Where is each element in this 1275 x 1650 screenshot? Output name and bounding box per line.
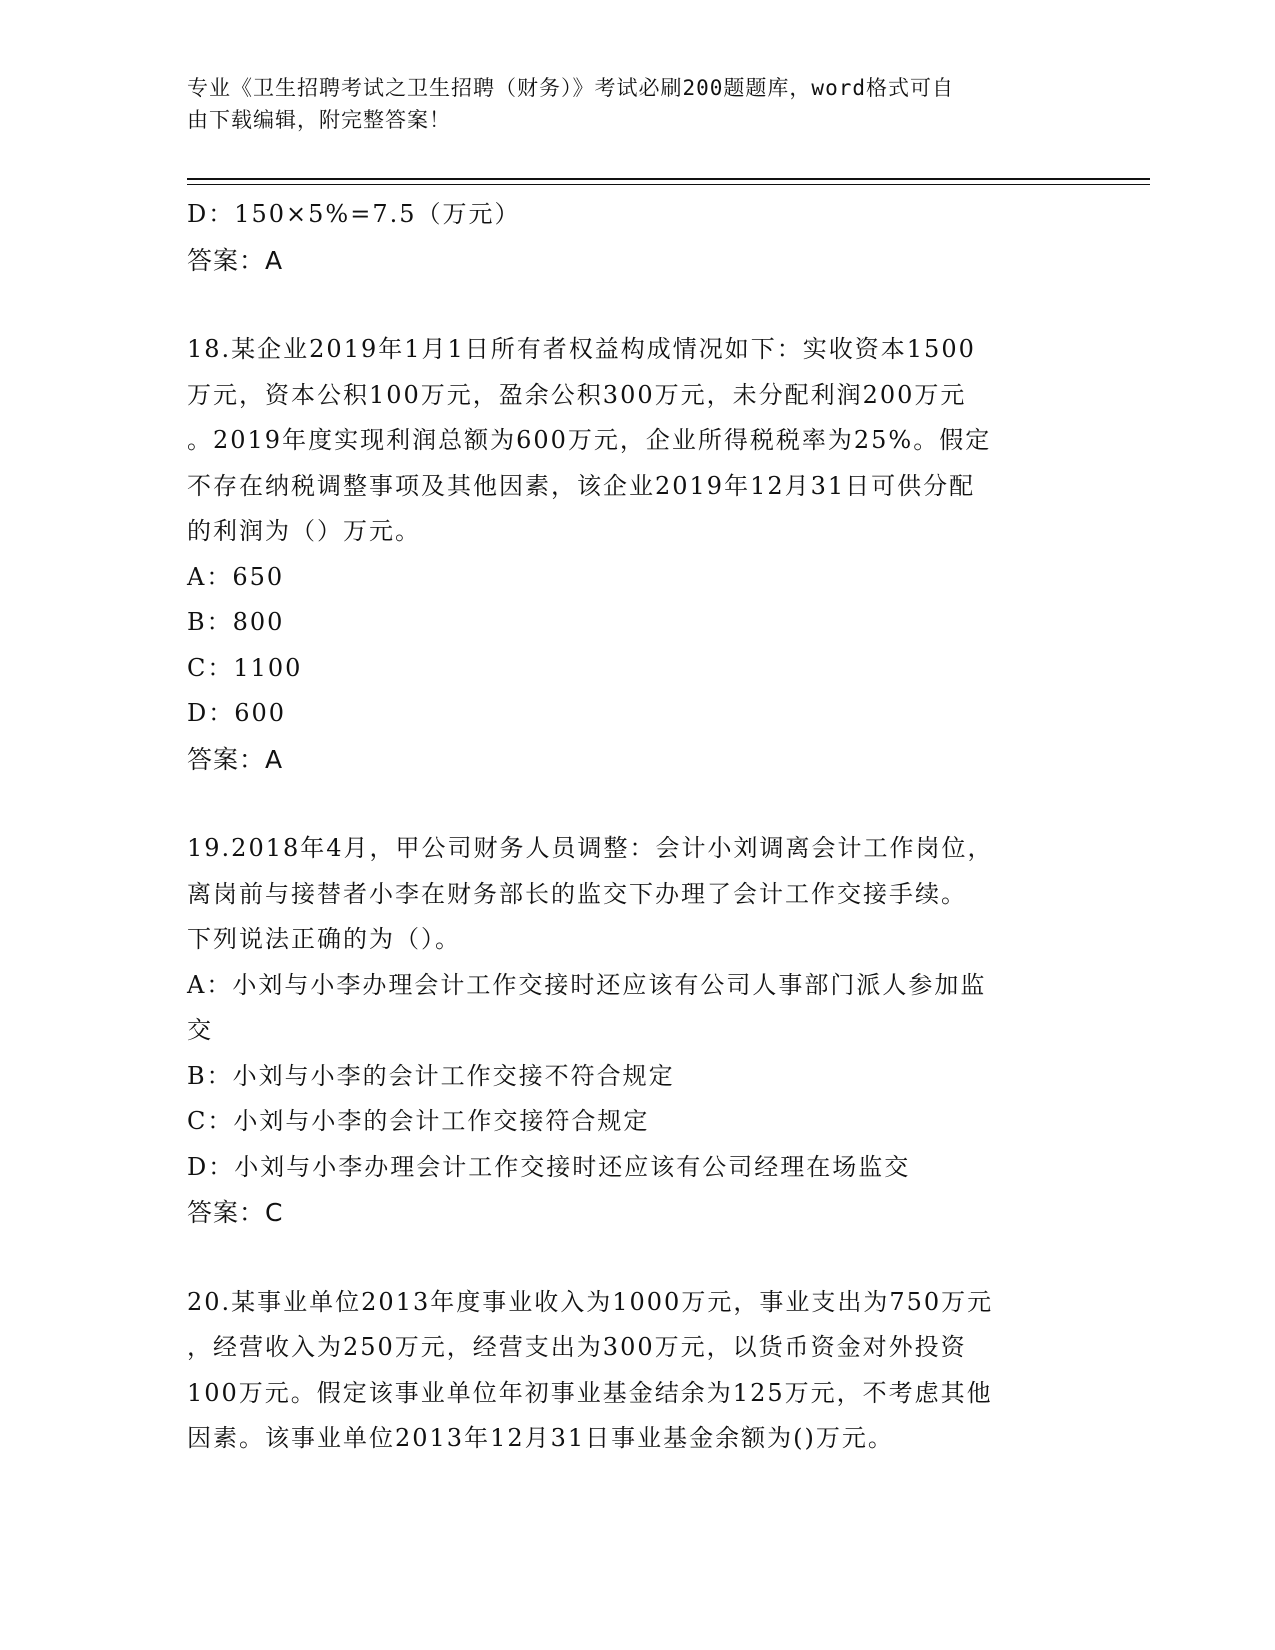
question-stem-line: 下列说法正确的为（）。 [187,925,461,953]
answer: 答案：C [187,1198,284,1227]
option-a-continued: 交 [187,1016,213,1044]
question-stem-line: 19.2018年4月，甲公司财务人员调整：会计小刘调离会计工作岗位， [187,834,994,862]
prev-question-answer: 答案：A [187,245,284,275]
option-c: C：小刘与小李的会计工作交接符合规定 [187,1107,650,1135]
question-20 [187,1280,1087,1462]
question-stem-line: 。2019年度实现利润总额为600万元，企业所得税税率为25%。假定 [187,426,992,454]
question-stem-line: 万元，资本公积100万元，盈余公积300万元，未分配利润200万元 [187,380,967,409]
option-c: C：1100 [187,653,303,682]
question-stem-line: 100万元。假定该事业单位年初事业基金结余为125万元，不考虑其他 [187,1378,993,1407]
question-stem-line: 因素。该事业单位2013年12月31日事业基金余额为()万元。 [187,1424,894,1452]
spacer [187,283,1087,327]
option-b: B：小刘与小李的会计工作交接不符合规定 [187,1061,675,1090]
prev-question-option-d: D：150×5%=7.5（万元） [187,200,521,228]
answer: 答案：A [187,744,284,774]
page-header [187,72,1067,136]
question-stem-line: ，经营收入为250万元，经营支出为300万元，以货币资金对外投资 [187,1333,967,1361]
question-18 [187,327,1087,782]
question-stem-line: 18.某企业2019年1月1日所有者权益构成情况如下：实收资本1500 [187,335,976,363]
question-stem-line: 20.某事业单位2013年度事业收入为1000万元，事业支出为750万元 [187,1287,994,1316]
header-divider [187,178,1150,185]
document-body [187,192,1087,1462]
option-a: A：小刘与小李办理会计工作交接时还应该有公司人事部门派人参加监 [187,970,987,999]
question-19 [187,826,1087,1236]
question-stem-line: 不存在纳税调整事项及其他因素，该企业2019年12月31日可供分配 [187,471,976,500]
spacer [187,782,1087,826]
option-d: D：小刘与小李办理会计工作交接时还应该有公司经理在场监交 [187,1152,911,1181]
question-stem-line: 的利润为（）万元。 [187,517,421,545]
spacer [187,1236,1087,1280]
option-b: B：800 [187,608,285,636]
option-d: D：600 [187,699,287,727]
question-stem-line: 离岗前与接替者小李在财务部长的监交下办理了会计工作交接手续。 [187,879,967,908]
header-line-1: 专业《卫生招聘考试之卫生招聘（财务）》考试必刷200题题库，word格式可自 [187,76,954,100]
option-a: A：650 [187,562,285,591]
header-line-2: 由下载编辑，附完整答案！ [187,108,451,132]
